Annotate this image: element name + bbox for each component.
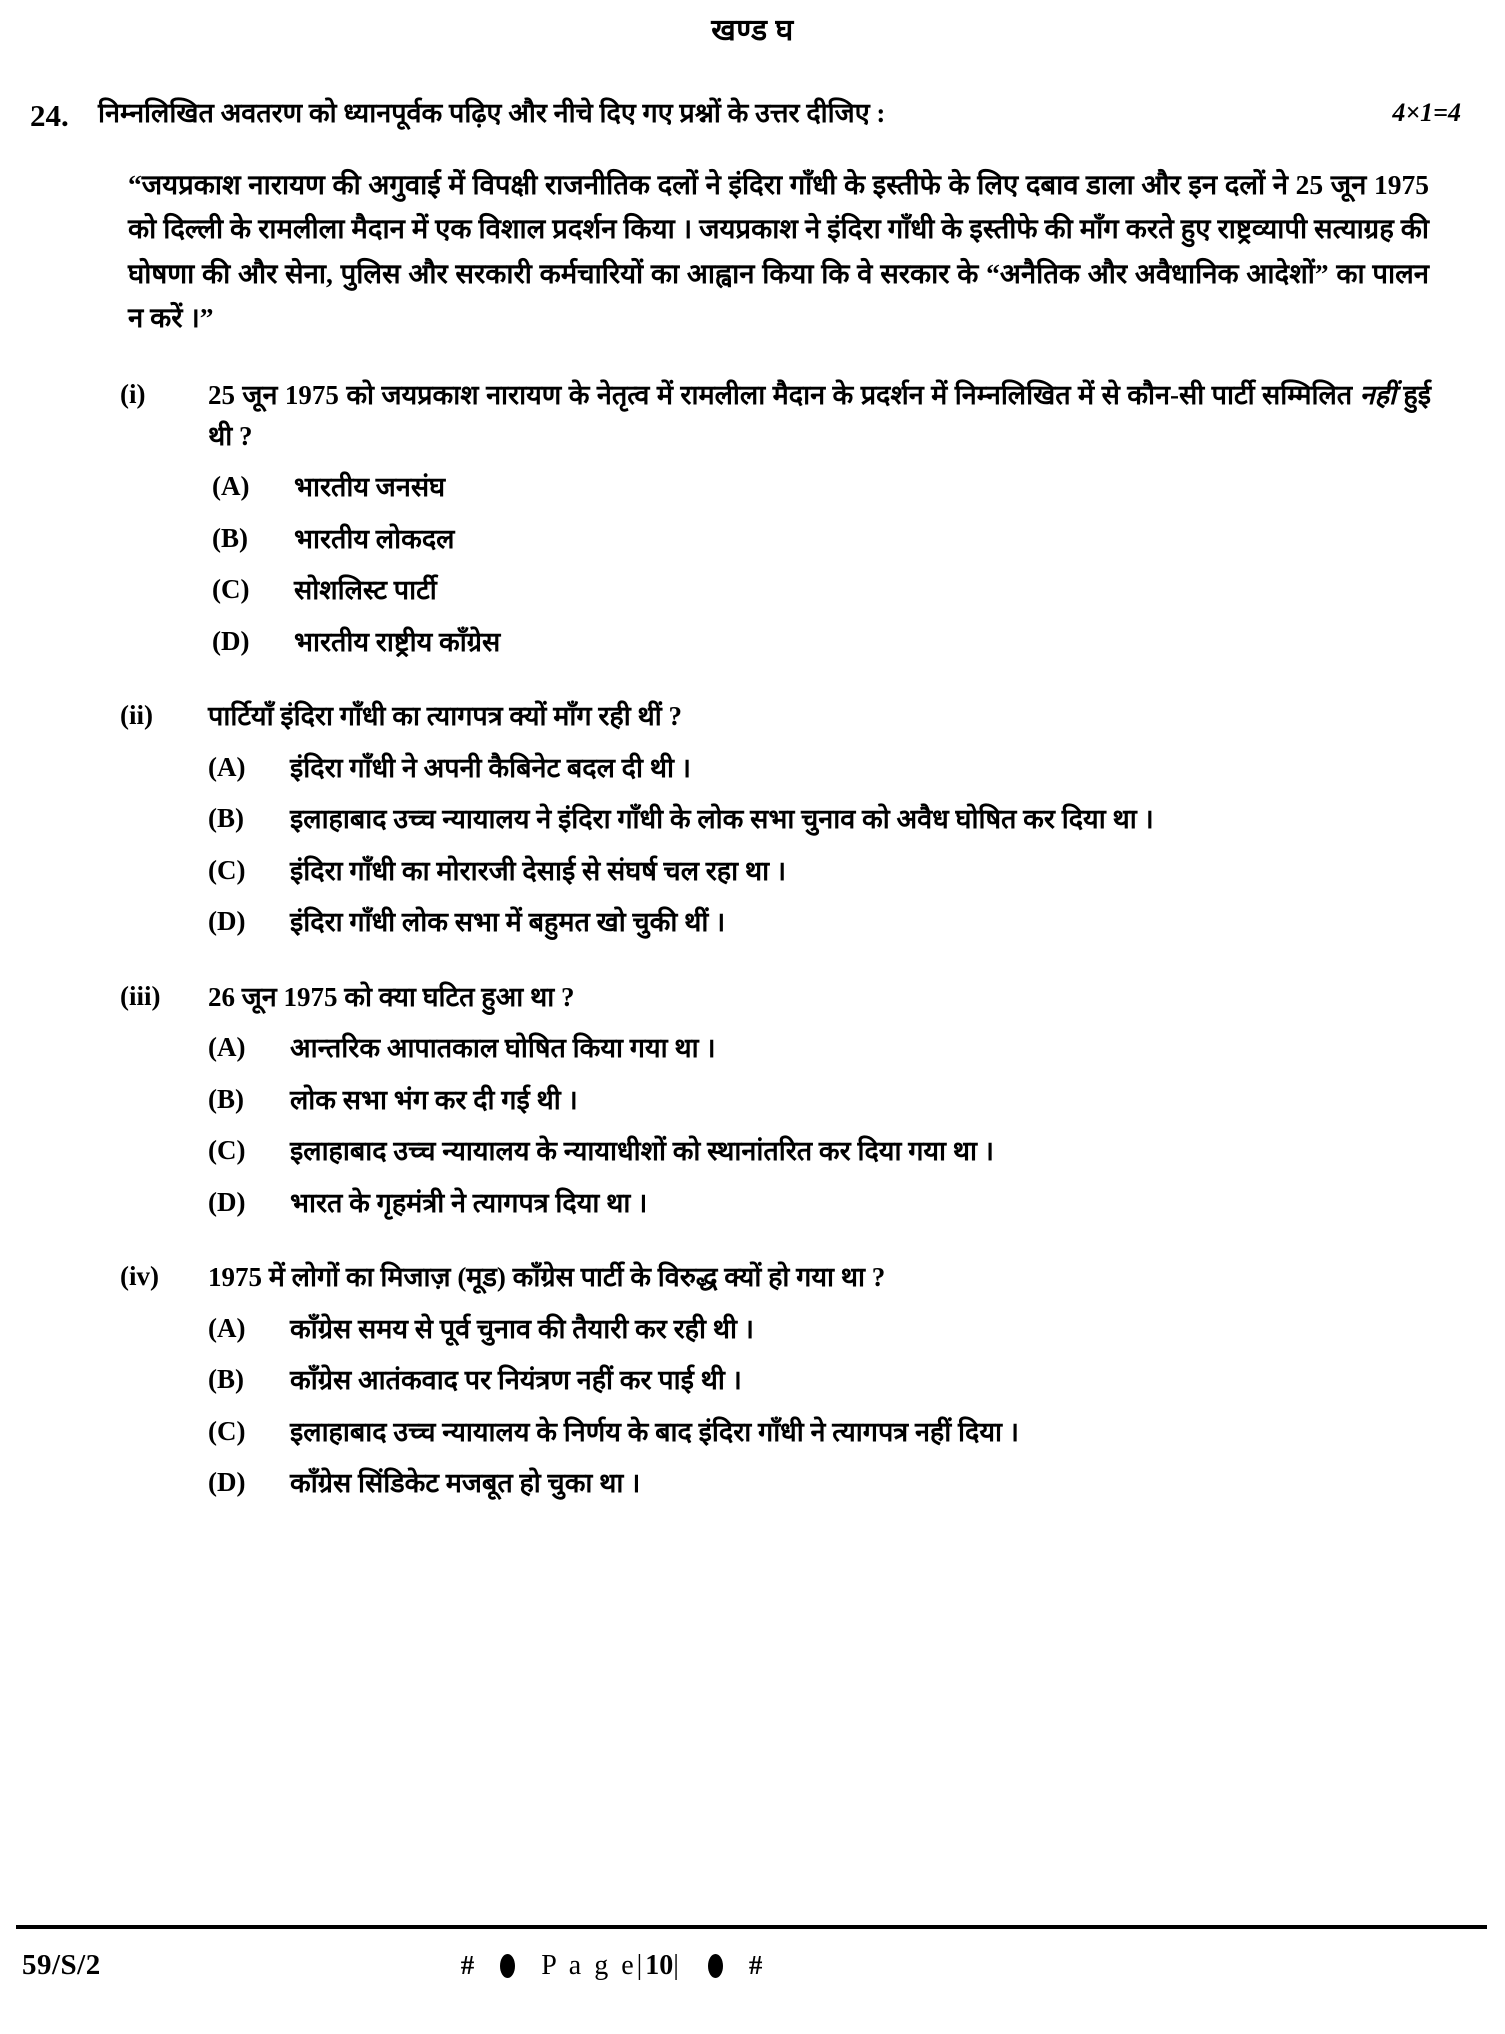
question-number: 24. xyxy=(30,98,69,133)
page-label xyxy=(541,1950,682,1982)
option-key: (C) xyxy=(212,574,250,605)
option-text: भारतीय राष्ट्रीय काँग्रेस xyxy=(294,626,501,657)
option-row[interactable] xyxy=(208,1131,1467,1172)
question-24-row xyxy=(20,95,1467,137)
sub-question-ii-options xyxy=(120,748,1467,943)
sub-question-i-head xyxy=(120,375,1467,456)
question-stem: निम्नलिखित अवतरण को ध्यानपूर्वक पढ़िए और नीचे दिए गए प्रश्नों के उत्तर दीजिए : xyxy=(98,98,886,128)
option-key: (B) xyxy=(208,803,244,834)
option-row[interactable] xyxy=(208,1309,1467,1350)
option-row[interactable] xyxy=(208,799,1467,840)
option-text: इंदिरा गाँधी ने अपनी कैबिनेट बदल दी थी । xyxy=(290,752,691,783)
option-key: (C) xyxy=(208,854,246,885)
option-text: भारतीय लोकदल xyxy=(294,523,455,554)
sub-question-iii-label: (iii) xyxy=(120,980,161,1011)
sub-question-iv-text: 1975 में लोगों का मिजाज़ (मूड) काँग्रेस पार्टी के विरुद्ध क्यों हो गया था ? xyxy=(208,1262,886,1293)
option-row[interactable] xyxy=(208,851,1467,892)
option-row[interactable] xyxy=(212,570,1467,611)
option-text: इंदिरा गाँधी का मोरारजी देसाई से संघर्ष चल रहा था । xyxy=(290,855,787,886)
sub-question-iv-label: (iv) xyxy=(120,1261,159,1292)
sub-question-iv-head xyxy=(120,1257,1467,1298)
option-row[interactable] xyxy=(208,902,1467,943)
hash-symbol-left: # xyxy=(460,1950,475,1980)
sub-question-iv xyxy=(20,1257,1467,1504)
option-key: (D) xyxy=(208,906,246,937)
sub-question-i-label: (i) xyxy=(120,379,146,410)
option-key: (B) xyxy=(208,1364,244,1395)
option-row[interactable] xyxy=(212,467,1467,508)
pipe-right: | xyxy=(673,1949,682,1981)
option-key: (D) xyxy=(212,625,250,656)
sub-question-i-text-part1: 25 जून 1975 को जयप्रकाश नारायण के नेतृत्व में रामलीला मैदान के प्रदर्शन में निम्नलिखित में से कौन-सी पार्टी सम्मिलित xyxy=(208,380,1360,411)
sub-question-i xyxy=(20,375,1467,662)
option-key: (A) xyxy=(208,1032,246,1063)
option-text: इलाहाबाद उच्च न्यायालय के न्यायाधीशों को स्थानांतरित कर दिया गया था । xyxy=(290,1136,995,1167)
question-marks: 4×1=4 xyxy=(1392,98,1461,127)
option-row[interactable] xyxy=(212,622,1467,663)
option-text: आन्तरिक आपातकाल घोषित किया गया था । xyxy=(290,1033,716,1064)
option-text: इंदिरा गाँधी लोक सभा में बहुमत खो चुकी थीं । xyxy=(290,907,726,938)
sub-question-i-text xyxy=(208,375,1467,456)
option-key: (B) xyxy=(212,522,248,553)
option-key: (C) xyxy=(208,1135,246,1166)
option-text: इलाहाबाद उच्च न्यायालय ने इंदिरा गाँधी के लोक सभा चुनाव को अवैध घोषित कर दिया था । xyxy=(290,804,1154,835)
option-row[interactable] xyxy=(208,1183,1467,1224)
option-row[interactable] xyxy=(208,1463,1467,1504)
sub-question-iii-head xyxy=(120,977,1467,1018)
reading-passage: “जयप्रकाश नारायण की अगुवाई में विपक्षी राजनीतिक दलों ने इंदिरा गाँधी के इस्तीफे के लिए दबाव डाला और इन दलों ने 25 जून 1975 को दिल्ली के रामलीला मैदान में एक विशाल प्रदर्शन किया । जयप्रकाश ने इंदिरा गाँधी के इस्तीफे की माँग करते हुए राष्ट्रव्यापी सत्याग्रह की घोषणा की और सेना, पुलिस और सरकारी कर्मचारियों का आह्वान किया कि वे सरकार के “अनैतिक और अवैधानिक आदेशों” का पालन न करें ।” xyxy=(128,168,1429,334)
option-key: (B) xyxy=(208,1083,244,1114)
section-header: खण्ड घ xyxy=(711,14,794,47)
option-row[interactable] xyxy=(208,1412,1467,1453)
option-row[interactable] xyxy=(208,1360,1467,1401)
bullet-icon-left xyxy=(500,1954,515,1978)
option-key: (D) xyxy=(208,1186,246,1217)
sub-question-iii-text: 26 जून 1975 को क्या घटित हुआ था ? xyxy=(208,981,575,1012)
option-text: काँग्रेस समय से पूर्व चुनाव की तैयारी कर रही थी । xyxy=(290,1313,754,1344)
option-row[interactable] xyxy=(208,1080,1467,1121)
option-text: काँग्रेस आतंकवाद पर नियंत्रण नहीं कर पाई थी । xyxy=(290,1365,742,1396)
bullet-icon-right xyxy=(708,1954,723,1978)
option-text: भारत के गृहमंत्री ने त्यागपत्र दिया था । xyxy=(290,1187,648,1218)
sub-question-iii xyxy=(20,977,1467,1224)
sub-question-iv-options xyxy=(120,1309,1467,1504)
option-row[interactable] xyxy=(212,519,1467,560)
option-key: (A) xyxy=(208,1312,246,1343)
option-text: इलाहाबाद उच्च न्यायालय के निर्णय के बाद इंदिरा गाँधी ने त्यागपत्र नहीं दिया । xyxy=(290,1416,1019,1447)
sub-question-ii-label: (ii) xyxy=(120,700,153,731)
sub-question-iii-options xyxy=(120,1028,1467,1223)
option-text: लोक सभा भंग कर दी गई थी । xyxy=(290,1084,578,1115)
option-text: काँग्रेस सिंडिकेट मजबूत हो चुका था । xyxy=(290,1468,641,1499)
question-content xyxy=(0,95,1505,1504)
sub-question-i-text-part2: हुई थी ? xyxy=(208,380,1431,451)
footer-page-indicator xyxy=(101,1950,1487,1982)
page-number: 10 xyxy=(645,1949,674,1981)
sub-question-ii-text: पार्टियाँ इंदिरा गाँधी का त्यागपत्र क्यों माँग रही थीं ? xyxy=(208,701,682,732)
option-key: (A) xyxy=(212,471,250,502)
sub-question-ii-head xyxy=(120,696,1467,737)
option-text: भारतीय जनसंघ xyxy=(294,472,446,503)
option-key: (A) xyxy=(208,751,246,782)
option-key: (C) xyxy=(208,1415,246,1446)
option-key: (D) xyxy=(208,1467,246,1498)
page-footer xyxy=(0,1925,1505,1982)
sub-question-ii xyxy=(20,696,1467,943)
option-row[interactable] xyxy=(208,748,1467,789)
hash-symbol-right: # xyxy=(748,1950,763,1980)
sub-question-i-options xyxy=(120,467,1467,662)
footer-content xyxy=(22,1949,1487,1982)
option-text: सोशलिस्ट पार्टी xyxy=(294,575,437,606)
option-row[interactable] xyxy=(208,1028,1467,1069)
paper-code: 59/S/2 xyxy=(22,1949,101,1981)
sub-question-i-emphasis: नहीं xyxy=(1359,380,1396,411)
footer-divider xyxy=(16,1925,1487,1929)
pipe-left: | xyxy=(636,1949,646,1981)
page-word: P a g e xyxy=(541,1949,637,1981)
